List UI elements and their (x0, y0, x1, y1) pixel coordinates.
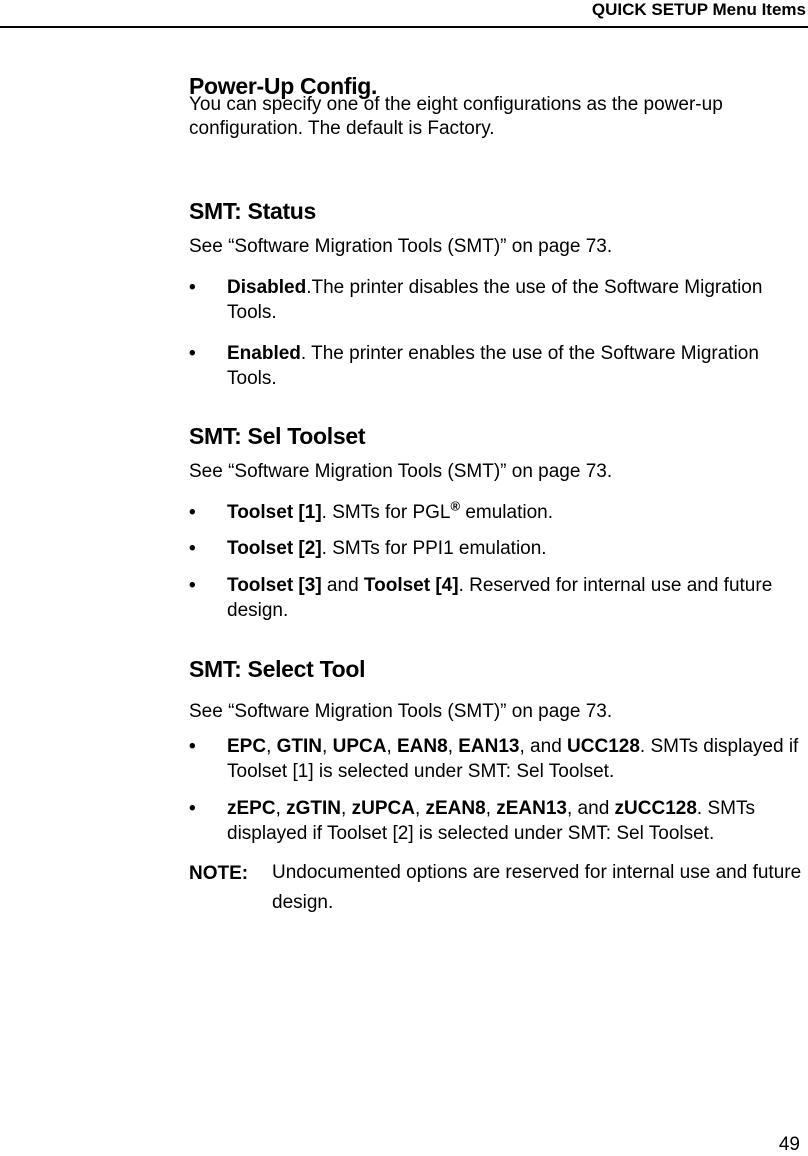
bold-term: UPCA (332, 736, 387, 757)
text-segment: . SMTs displayed if Toolset [1] is selected under SMT: Sel Toolset. (227, 736, 799, 782)
running-header: QUICK SETUP Menu Items (591, 0, 806, 19)
bullet-text (227, 797, 804, 846)
header-rule (0, 26, 808, 28)
bold-term: UCC128 (567, 736, 640, 757)
bullet-icon: • (189, 736, 196, 757)
bold-term: ® (450, 498, 461, 514)
bullet-icon: • (189, 343, 196, 364)
text-segment: . SMTs for PGL (321, 502, 451, 523)
text-segment: , (275, 798, 287, 819)
text-segment: , (485, 798, 497, 819)
text-segment: , and (567, 798, 615, 819)
bullet-item (189, 797, 804, 846)
bullet-text (227, 498, 804, 526)
text-segment: . SMTs for PPI1 emulation. (321, 538, 547, 559)
bullet-text (227, 735, 804, 784)
bullet-icon: • (189, 277, 196, 298)
text-segment: . SMTs displayed if Toolset [2] is selected under SMT: Sel Toolset. (227, 798, 755, 844)
heading-smt-sel-toolset: SMT: Sel Toolset (189, 423, 366, 449)
note-label: NOTE: (189, 863, 249, 884)
note-text: Undocumented options are reserved for internal use and future design. (272, 862, 802, 913)
bold-term: zGTIN (286, 798, 342, 819)
bold-term: zEAN13 (496, 798, 567, 819)
text-segment: , (414, 798, 426, 819)
cross-reference: See “Software Migration Tools (SMT)” on page 73. (189, 701, 613, 722)
text-segment: , (341, 798, 352, 819)
bullet-item (189, 342, 804, 391)
bold-term: Toolset [2] (227, 538, 322, 559)
bold-term: Toolset [4] (363, 575, 459, 596)
bold-term: GTIN (276, 736, 323, 757)
paragraph: You can specify one of the eight configurations as the power-up configuration. The default is Factory. (189, 94, 723, 139)
bullet-text (227, 574, 804, 623)
bold-term: zEPC (227, 798, 276, 819)
heading-power-up-config: Power-Up Config. (189, 73, 378, 99)
page-number: 49 (778, 1134, 800, 1155)
bold-term: zUCC128 (614, 798, 697, 819)
bullet-text (227, 342, 804, 391)
bullet-text (227, 537, 804, 562)
text-segment: , (386, 736, 397, 757)
bold-term: EPC (227, 736, 267, 757)
text-segment: and (321, 575, 364, 596)
heading-smt-status: SMT: Status (189, 198, 317, 224)
text-segment: .The printer disables the use of the Software Migration Tools. (227, 277, 763, 323)
bullet-item (189, 276, 804, 325)
bullet-item (189, 537, 804, 562)
bullet-item (189, 498, 804, 526)
bold-term: zUPCA (351, 798, 415, 819)
text-segment: , (322, 736, 333, 757)
bold-term: Enabled (227, 343, 301, 364)
bold-term: EAN13 (458, 736, 520, 757)
bold-term: Toolset [1] (227, 502, 322, 523)
bold-term: Disabled (227, 277, 307, 298)
bullet-text (227, 276, 804, 325)
bullet-icon: • (189, 538, 196, 559)
text-segment: , (447, 736, 459, 757)
text-segment: , (266, 736, 277, 757)
bold-term: Toolset [3] (227, 575, 322, 596)
cross-reference: See “Software Migration Tools (SMT)” on page 73. (189, 236, 613, 257)
bullet-item (189, 574, 804, 623)
heading-smt-select-tool: SMT: Select Tool (189, 656, 366, 682)
bullet-icon: • (189, 502, 196, 523)
bullet-icon: • (189, 798, 196, 819)
bullet-item (189, 735, 804, 784)
bullet-icon: • (189, 575, 196, 596)
text-segment: emulation. (460, 502, 554, 523)
bold-term: EAN8 (397, 736, 448, 757)
cross-reference: See “Software Migration Tools (SMT)” on page 73. (189, 461, 613, 482)
text-segment: , and (519, 736, 568, 757)
text-segment: . Reserved for internal use and future design. (227, 575, 773, 621)
text-segment: . The printer enables the use of the Software Migration Tools. (227, 343, 759, 389)
bold-term: zEAN8 (425, 798, 486, 819)
note (189, 858, 804, 918)
